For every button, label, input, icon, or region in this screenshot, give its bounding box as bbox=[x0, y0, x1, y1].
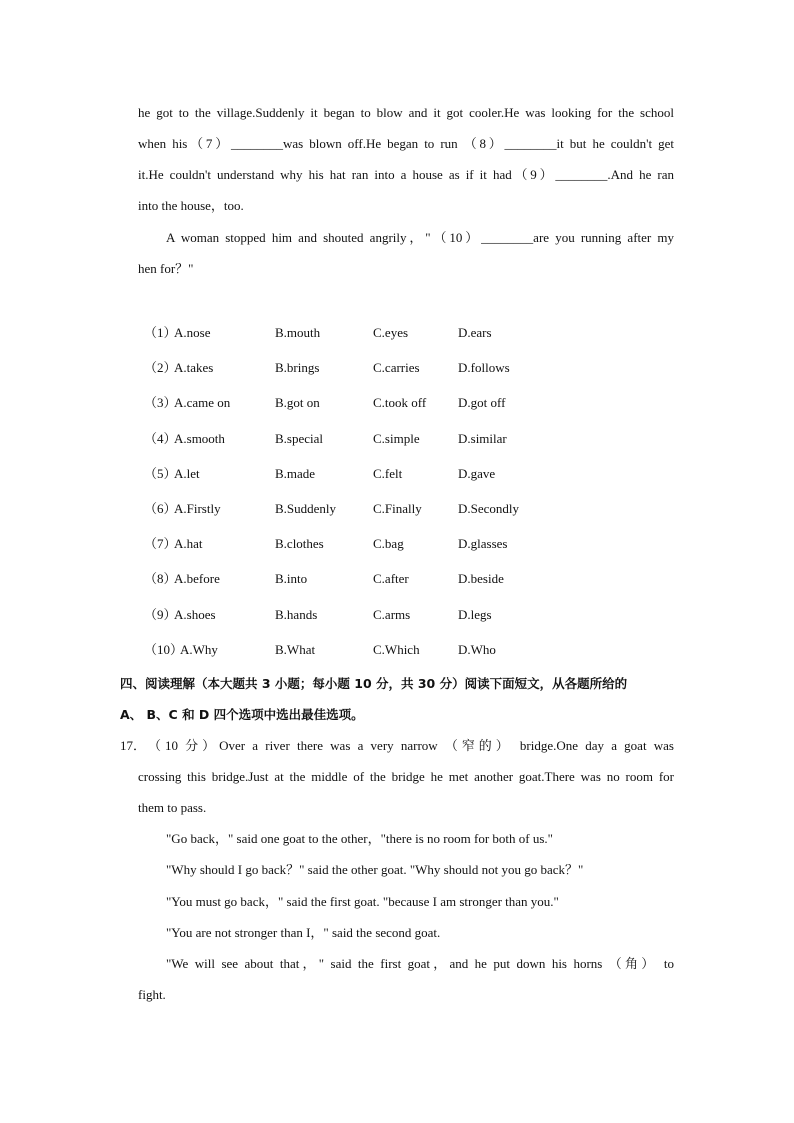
option-a: A.came on bbox=[174, 395, 231, 410]
passage-line-2: when his（7）________was blown off.He began to run （8）________it but he couldn't get bbox=[138, 136, 674, 151]
option-d: D.gave bbox=[458, 466, 496, 481]
option-number: （10） bbox=[144, 642, 184, 657]
option-d: D.similar bbox=[458, 431, 507, 446]
option-c: C.felt bbox=[373, 466, 403, 481]
option-b: B.clothes bbox=[275, 536, 324, 551]
option-number: （6） bbox=[144, 501, 177, 516]
option-c: C.simple bbox=[373, 431, 420, 446]
section-4-heading-line-2: A、 B、C 和 D 四个选项中选出最佳选项。 bbox=[120, 707, 364, 722]
option-a: A.let bbox=[174, 466, 200, 481]
option-b: B.into bbox=[275, 571, 308, 586]
question-17-line-1: （10 分）Over a river there was a very narrow （窄的） bridge.One day a goat was bbox=[148, 738, 674, 753]
option-a: A.takes bbox=[174, 360, 214, 375]
passage-line-5: A woman stopped him and shouted angrily，"（10）________are you running after my bbox=[166, 230, 674, 245]
option-d: D.legs bbox=[458, 607, 492, 622]
option-a: A.before bbox=[174, 571, 220, 586]
option-c: C.bag bbox=[373, 536, 404, 551]
option-number: （1） bbox=[144, 325, 177, 340]
option-number: （5） bbox=[144, 466, 177, 481]
option-a: A.smooth bbox=[174, 431, 225, 446]
passage-line-4: into the house，too. bbox=[138, 198, 244, 213]
option-b: B.got on bbox=[275, 395, 320, 410]
option-a: A.Why bbox=[180, 642, 218, 657]
option-d: D.got off bbox=[458, 395, 506, 410]
option-c: C.arms bbox=[373, 607, 411, 622]
option-d: D.follows bbox=[458, 360, 510, 375]
option-number: （7） bbox=[144, 536, 177, 551]
dialogue-line-1: "Go back，" said one goat to the other，"there is no room for both of us." bbox=[166, 831, 553, 846]
option-d: D.Who bbox=[458, 642, 496, 657]
option-b: B.What bbox=[275, 642, 316, 657]
option-number: （8） bbox=[144, 571, 177, 586]
option-b: B.hands bbox=[275, 607, 318, 622]
option-number: （4） bbox=[144, 431, 177, 446]
passage-line-1: he got to the village.Suddenly it began to blow and it got cooler.He was looking for the school bbox=[138, 105, 674, 120]
passage-line-3: it.He couldn't understand why his hat ran into a house as if it had（9）________.And he ran bbox=[138, 167, 674, 182]
option-d: D.glasses bbox=[458, 536, 508, 551]
option-b: B.made bbox=[275, 466, 316, 481]
option-c: C.after bbox=[373, 571, 409, 586]
option-number: （3） bbox=[144, 395, 177, 410]
section-4-heading-line-1: 四、阅读理解（本大题共 3 小题；每小题 10 分，共 30 分）阅读下面短文，从各题所给的 bbox=[120, 676, 628, 691]
option-d: D.ears bbox=[458, 325, 492, 340]
question-17-number: 17． bbox=[120, 738, 147, 753]
option-c: C.eyes bbox=[373, 325, 409, 340]
passage-line-6: hen for？" bbox=[138, 261, 194, 276]
dialogue-line-3: "You must go back，" said the first goat. "because I am stronger than you." bbox=[166, 894, 559, 909]
question-17-line-2: crossing this bridge.Just at the middle of the bridge he met another goat.There was no room for bbox=[138, 769, 674, 784]
option-a: A.hat bbox=[174, 536, 203, 551]
option-number: （2） bbox=[144, 360, 177, 375]
option-a: A.shoes bbox=[174, 607, 216, 622]
option-b: B.special bbox=[275, 431, 324, 446]
option-c: C.carries bbox=[373, 360, 420, 375]
option-a: A.Firstly bbox=[174, 501, 221, 516]
dialogue-line-6: fight. bbox=[138, 987, 166, 1002]
question-17-line-3: them to pass. bbox=[138, 800, 207, 815]
option-d: D.Secondly bbox=[458, 501, 520, 516]
dialogue-line-4: "You are not stronger than I，" said the second goat. bbox=[166, 925, 441, 940]
option-a: A.nose bbox=[174, 325, 211, 340]
option-c: C.Which bbox=[373, 642, 420, 657]
option-d: D.beside bbox=[458, 571, 504, 586]
option-b: B.Suddenly bbox=[275, 501, 337, 516]
option-b: B.mouth bbox=[275, 325, 321, 340]
option-c: C.Finally bbox=[373, 501, 422, 516]
option-number: （9） bbox=[144, 607, 177, 622]
option-c: C.took off bbox=[373, 395, 427, 410]
option-b: B.brings bbox=[275, 360, 320, 375]
dialogue-line-2: "Why should I go back？" said the other goat. "Why should not you go back？" bbox=[166, 862, 584, 877]
dialogue-line-5: "We will see about that，" said the first goat，and he put down his horns （角） to bbox=[166, 956, 674, 971]
